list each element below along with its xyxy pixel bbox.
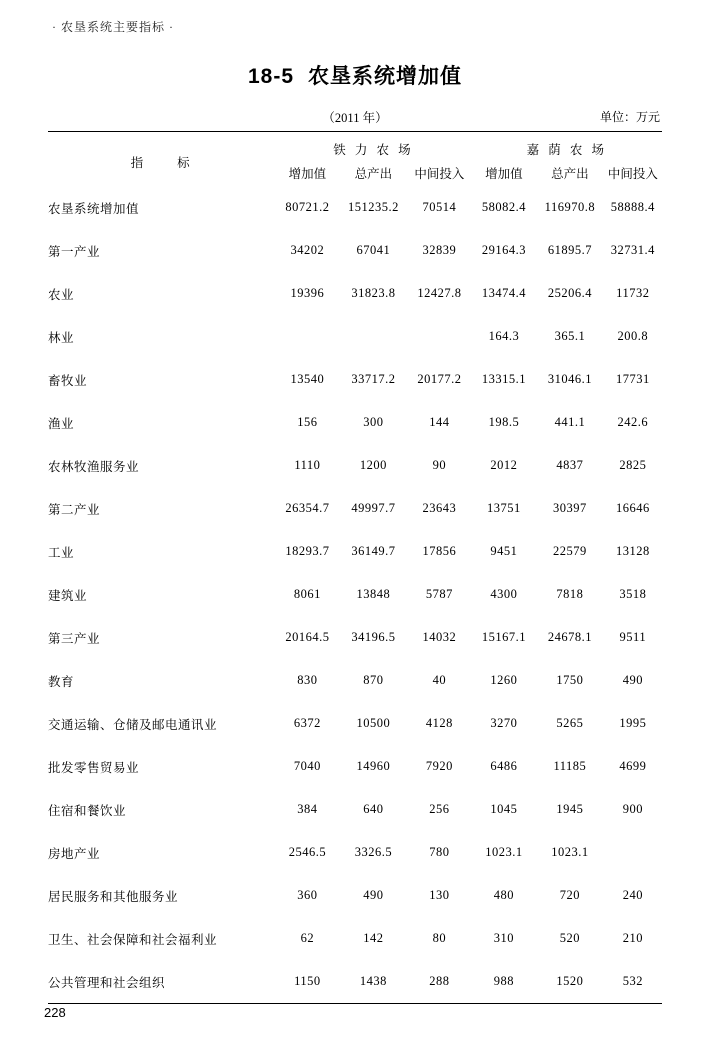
row-label: 住宿和餐饮业 xyxy=(48,803,127,818)
cell-value: 300 xyxy=(363,415,384,429)
row-label: 林业 xyxy=(48,330,75,345)
row-label: 第一产业 xyxy=(48,244,101,259)
table-row xyxy=(48,358,662,401)
cell-value: 6486 xyxy=(490,759,518,773)
cell-value: 11185 xyxy=(553,759,587,773)
cell-value: 58082.4 xyxy=(481,200,526,214)
cell-value: 22579 xyxy=(553,544,587,558)
title-text: 农垦系统增加值 xyxy=(308,65,463,88)
cell-value: 24678.1 xyxy=(547,630,592,644)
cell-value: 70514 xyxy=(422,200,457,214)
table-row xyxy=(48,444,662,487)
year-label: （2011 年） xyxy=(322,111,388,125)
col-header-2: 中间投入 xyxy=(414,167,465,181)
table-head xyxy=(48,138,662,186)
table-row xyxy=(48,788,662,831)
cell-value: 490 xyxy=(622,673,643,687)
cell-value xyxy=(407,315,471,358)
cell-value: 3518 xyxy=(619,587,647,601)
cell-value: 2825 xyxy=(619,458,647,472)
cell-value: 780 xyxy=(429,845,450,859)
cell-value: 31046.1 xyxy=(547,372,592,386)
cell-value: 90 xyxy=(432,458,447,472)
cell-value: 900 xyxy=(622,802,643,816)
col-header-4: 总产出 xyxy=(551,167,589,181)
cell-value: 240 xyxy=(622,888,643,902)
cell-value: 1438 xyxy=(359,974,387,988)
unit-label: 单位：万元 xyxy=(599,110,660,124)
cell-value: 58888.4 xyxy=(610,200,655,214)
table-row xyxy=(48,573,662,616)
cell-value: 532 xyxy=(622,974,643,988)
cell-value: 26354.7 xyxy=(285,501,330,515)
cell-value: 2012 xyxy=(490,458,518,472)
row-label: 卫生、社会保障和社会福利业 xyxy=(48,932,218,947)
cell-value: 15167.1 xyxy=(481,630,526,644)
farm-header-1: 嘉 荫 农 场 xyxy=(526,143,608,157)
cell-value: 310 xyxy=(493,931,514,945)
table-row xyxy=(48,831,662,874)
page-number: 228 xyxy=(44,1005,66,1020)
cell-value: 6372 xyxy=(293,716,321,730)
cell-value: 9451 xyxy=(490,544,518,558)
table-wrapper xyxy=(48,131,662,1004)
cell-value: 3270 xyxy=(490,716,518,730)
table-row xyxy=(48,616,662,659)
row-label: 农业 xyxy=(48,287,75,302)
cell-value: 3326.5 xyxy=(354,845,393,859)
cell-value: 13540 xyxy=(290,372,325,386)
cell-value: 40 xyxy=(432,673,447,687)
cell-value: 1260 xyxy=(490,673,518,687)
cell-value: 49997.7 xyxy=(351,501,396,515)
col-header-5: 中间投入 xyxy=(607,167,658,181)
cell-value: 1045 xyxy=(490,802,518,816)
row-label: 交通运输、仓储及邮电通讯业 xyxy=(48,717,218,732)
cell-value: 1750 xyxy=(556,673,584,687)
cell-value: 360 xyxy=(297,888,318,902)
page-title xyxy=(48,60,662,90)
cell-value: 13848 xyxy=(356,587,391,601)
row-label: 农林牧渔服务业 xyxy=(48,459,140,474)
cell-value: 29164.3 xyxy=(481,243,526,257)
cell-value: 31823.8 xyxy=(351,286,396,300)
cell-value: 62 xyxy=(300,931,315,945)
row-label: 工业 xyxy=(48,545,75,560)
cell-value: 1150 xyxy=(294,974,321,988)
table-row xyxy=(48,874,662,917)
cell-value: 1023.1 xyxy=(485,845,523,859)
running-head: · 农垦系统主要指标 · xyxy=(52,20,174,34)
cell-value: 151235.2 xyxy=(347,200,399,214)
cell-value: 8061 xyxy=(293,587,321,601)
table-row xyxy=(48,917,662,960)
row-label: 居民服务和其他服务业 xyxy=(48,889,179,904)
cell-value: 490 xyxy=(363,888,384,902)
cell-value: 12427.8 xyxy=(417,286,462,300)
table-row xyxy=(48,530,662,573)
row-label: 建筑业 xyxy=(48,588,88,603)
table-row xyxy=(48,960,662,1003)
cell-value: 2546.5 xyxy=(288,845,327,859)
cell-value: 116970.8 xyxy=(544,200,596,214)
cell-value: 144 xyxy=(429,415,450,429)
cell-value: 384 xyxy=(297,802,318,816)
row-label: 批发零售贸易业 xyxy=(48,760,140,775)
cell-value: 11732 xyxy=(616,286,650,300)
cell-value: 1995 xyxy=(619,716,647,730)
cell-value: 4128 xyxy=(425,716,453,730)
cell-value: 16646 xyxy=(615,501,650,515)
table-row xyxy=(48,659,662,702)
row-label: 农垦系统增加值 xyxy=(48,201,140,216)
cell-value: 242.6 xyxy=(617,415,649,429)
col-header-3: 增加值 xyxy=(485,167,523,181)
cell-value: 4699 xyxy=(619,759,647,773)
row-label: 渔业 xyxy=(48,416,75,431)
cell-value: 61895.7 xyxy=(547,243,592,257)
cell-value: 830 xyxy=(297,673,318,687)
row-label: 第三产业 xyxy=(48,631,101,646)
cell-value: 256 xyxy=(429,802,450,816)
row-label: 房地产业 xyxy=(48,846,101,861)
cell-value: 14032 xyxy=(422,630,457,644)
cell-value: 20177.2 xyxy=(417,372,462,386)
cell-value xyxy=(604,831,662,874)
cell-value: 36149.7 xyxy=(351,544,396,558)
cell-value: 288 xyxy=(429,974,450,988)
row-label: 畜牧业 xyxy=(48,373,88,388)
cell-value: 1023.1 xyxy=(551,845,589,859)
cell-value: 34202 xyxy=(290,243,325,257)
cell-value: 480 xyxy=(493,888,514,902)
indicator-header: 指 标 xyxy=(130,156,193,170)
cell-value: 33717.2 xyxy=(351,372,396,386)
row-label: 第二产业 xyxy=(48,502,101,517)
cell-value: 20164.5 xyxy=(285,630,330,644)
row-label: 公共管理和社会组织 xyxy=(48,975,166,990)
cell-value: 17856 xyxy=(422,544,457,558)
table-row xyxy=(48,745,662,788)
cell-value: 1200 xyxy=(359,458,387,472)
cell-value: 441.1 xyxy=(554,415,586,429)
cell-value: 7920 xyxy=(425,759,453,773)
cell-value: 13474.4 xyxy=(481,286,526,300)
cell-value: 34196.5 xyxy=(351,630,396,644)
cell-value: 164.3 xyxy=(488,329,520,343)
cell-value: 19396 xyxy=(290,286,325,300)
data-table xyxy=(48,138,662,1003)
table-row xyxy=(48,272,662,315)
cell-value: 13315.1 xyxy=(481,372,526,386)
cell-value: 32731.4 xyxy=(610,243,655,257)
cell-value: 4837 xyxy=(556,458,584,472)
cell-value: 4300 xyxy=(490,587,518,601)
cell-value: 1110 xyxy=(294,458,321,472)
col-header-0: 增加值 xyxy=(288,167,327,181)
cell-value: 5265 xyxy=(556,716,584,730)
table-row xyxy=(48,229,662,272)
cell-value: 80 xyxy=(432,931,447,945)
cell-value: 156 xyxy=(297,415,318,429)
cell-value: 13751 xyxy=(487,501,521,515)
col-header-1: 总产出 xyxy=(354,167,393,181)
subhead-row xyxy=(48,108,662,126)
row-label: 教育 xyxy=(48,674,75,689)
cell-value: 13128 xyxy=(615,544,650,558)
farm-header-0: 铁 力 农 场 xyxy=(333,143,414,157)
cell-value: 210 xyxy=(622,931,643,945)
table-row xyxy=(48,702,662,745)
cell-value: 640 xyxy=(363,802,384,816)
table-number: 18-5 xyxy=(247,65,295,88)
cell-value: 870 xyxy=(363,673,384,687)
cell-value: 9511 xyxy=(619,630,647,644)
cell-value: 365.1 xyxy=(554,329,586,343)
cell-value: 198.5 xyxy=(488,415,520,429)
cell-value: 5787 xyxy=(425,587,453,601)
cell-value: 14960 xyxy=(356,759,391,773)
cell-value xyxy=(275,315,339,358)
cell-value: 1520 xyxy=(556,974,584,988)
cell-value: 30397 xyxy=(553,501,587,515)
cell-value xyxy=(340,315,408,358)
cell-value: 7040 xyxy=(293,759,321,773)
table-row xyxy=(48,487,662,530)
cell-value: 67041 xyxy=(356,243,391,257)
table-row xyxy=(48,315,662,358)
cell-value: 1945 xyxy=(556,802,584,816)
table-row xyxy=(48,401,662,444)
cell-value: 200.8 xyxy=(617,329,649,343)
cell-value: 25206.4 xyxy=(547,286,592,300)
cell-value: 142 xyxy=(363,931,384,945)
cell-value: 18293.7 xyxy=(285,544,330,558)
cell-value: 80721.2 xyxy=(285,200,330,214)
header-row-farms xyxy=(48,138,662,160)
cell-value: 7818 xyxy=(556,587,584,601)
cell-value: 10500 xyxy=(356,716,391,730)
cell-value: 32839 xyxy=(422,243,457,257)
cell-value: 23643 xyxy=(422,501,457,515)
cell-value: 17731 xyxy=(615,372,650,386)
table-row xyxy=(48,186,662,229)
table-body xyxy=(48,186,662,1003)
cell-value: 520 xyxy=(559,931,580,945)
cell-value: 720 xyxy=(559,888,580,902)
cell-value: 130 xyxy=(429,888,450,902)
cell-value: 988 xyxy=(493,974,514,988)
